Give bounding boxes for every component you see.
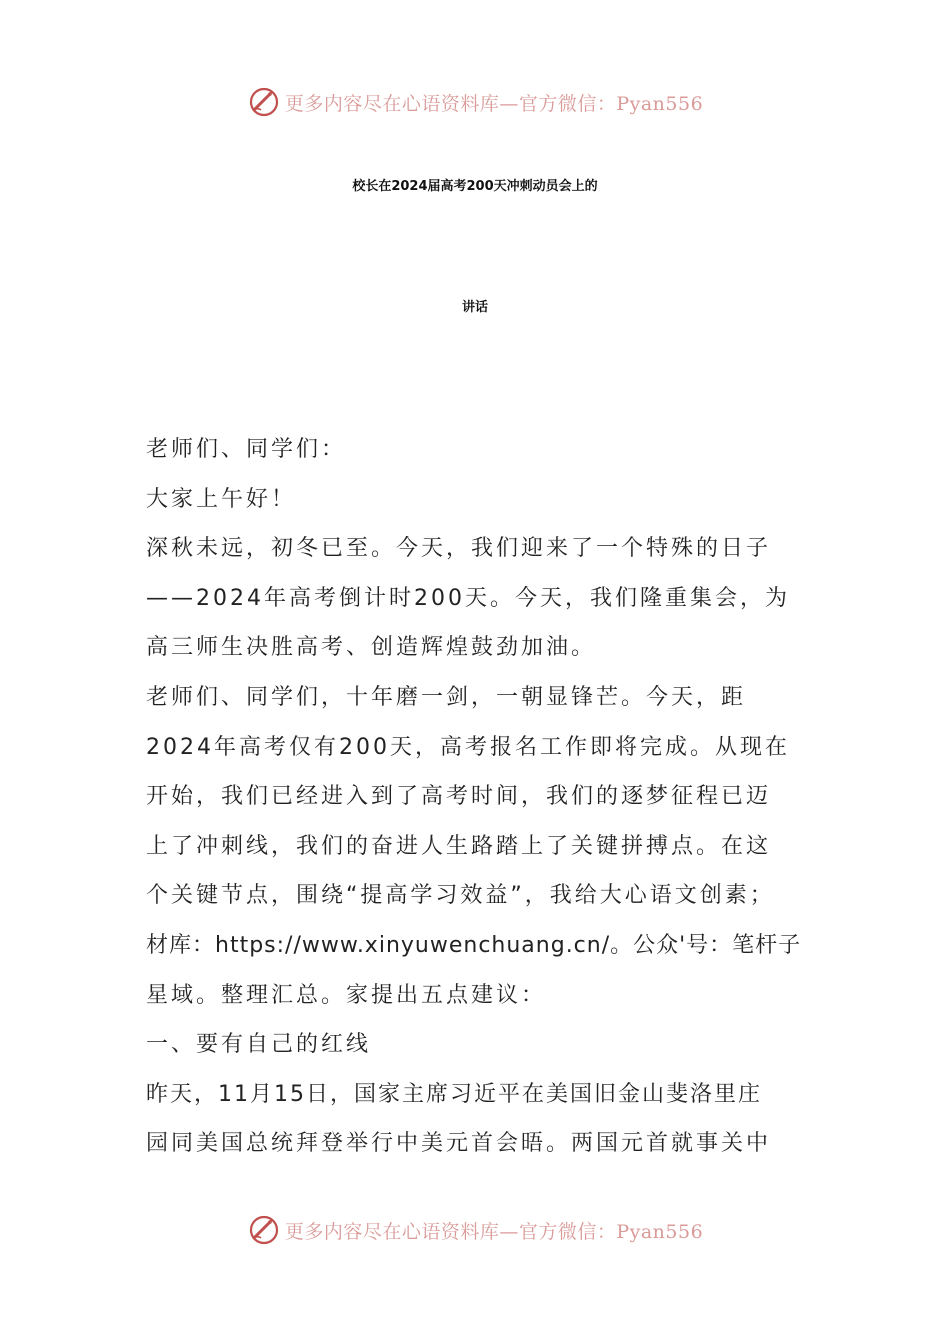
paragraph-line: 园同美国总统拜登举行中美元首会晤。两国元首就事关中 [146, 1131, 772, 1157]
paragraph-line: 材库：https://www.xinyuwenchuang.cn/。公众'号：笔杆子 [146, 932, 802, 958]
paragraph-line: 开始，我们已经进入到了高考时间，我们的逐梦征程已迈 [146, 784, 772, 810]
paragraph-line: 星域。整理汇总。家提出五点建议： [146, 982, 547, 1008]
paragraph-line: 大家上午好！ [146, 486, 297, 512]
paragraph-line: 老师们、同学们，十年磨一剑，一朝显锋芒。今天，距 [146, 684, 747, 710]
paragraph-line: 个关键节点，围绕“提高学习效益”，我给大心语文创素； [146, 883, 775, 909]
document-title-line-1: 校长在2024届高考200天冲刺动员会上的 [352, 179, 598, 194]
banner-text: 更多内容尽在心语资料库—官方微信：Pyan556 [284, 92, 704, 115]
footer-banner [0, 1208, 950, 1252]
banner-text: 更多内容尽在心语资料库—官方微信：Pyan556 [284, 1220, 704, 1243]
document-title-line-2: 讲话 [461, 300, 488, 315]
paragraph-line: 深秋未远，初冬已至。今天，我们迎来了一个特殊的日子 [146, 536, 772, 562]
pen-logo-icon [247, 1213, 281, 1247]
document-body [146, 425, 806, 1169]
paragraph-line: 老师们、同学们： [146, 437, 347, 462]
paragraph-line: 上了冲刺线，我们的奋进人生路踏上了关键拼搏点。在这 [146, 833, 772, 859]
paragraph-line: 高三师生决胜高考、创造辉煌鼓劲加油。 [146, 635, 597, 661]
paragraph-line: 2024年高考仅有200天，高考报名工作即将完成。从现在 [146, 734, 790, 760]
paragraph-line: 昨天，11月15日，国家主席习近平在美国旧金山斐洛里庄 [146, 1081, 762, 1107]
paragraph-line: ——2024年高考倒计时200天。今天，我们隆重集会，为 [146, 585, 790, 611]
pen-logo-icon [247, 85, 281, 119]
section-heading: 一、要有自己的红线 [146, 1032, 372, 1058]
header-banner [0, 80, 950, 124]
